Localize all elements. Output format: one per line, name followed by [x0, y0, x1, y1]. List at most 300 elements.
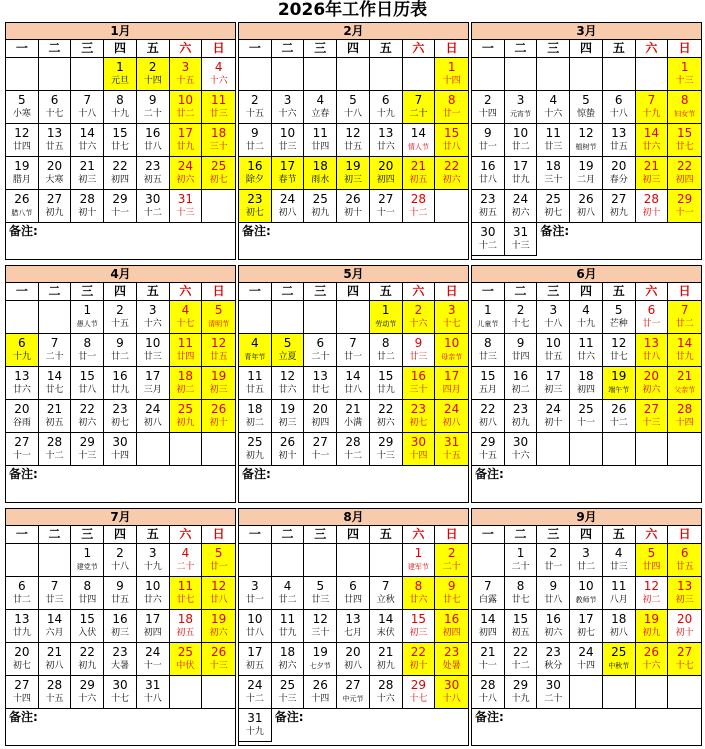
day-cell[interactable] — [505, 610, 538, 643]
day-cell[interactable] — [39, 124, 72, 157]
day-cell[interactable] — [435, 400, 468, 433]
day-cell[interactable] — [505, 676, 538, 709]
lunar-label: 初五 — [143, 175, 162, 185]
day-cell[interactable] — [202, 334, 235, 367]
day-cell[interactable] — [239, 91, 272, 124]
day-cell[interactable] — [272, 367, 305, 400]
day-cell[interactable] — [668, 367, 701, 400]
day-cell[interactable] — [6, 157, 39, 190]
day-cell[interactable] — [403, 676, 436, 709]
day-cell[interactable] — [435, 367, 468, 400]
day-cell[interactable] — [337, 190, 370, 223]
day-cell[interactable] — [472, 190, 505, 223]
day-cell[interactable] — [435, 544, 468, 577]
day-cell[interactable] — [337, 433, 370, 466]
day-cell[interactable] — [71, 544, 104, 577]
day-cell[interactable] — [104, 58, 137, 91]
day-cell[interactable] — [603, 643, 636, 676]
day-cell[interactable] — [137, 676, 170, 709]
day-cell[interactable] — [505, 223, 538, 256]
day-cell[interactable] — [505, 643, 538, 676]
day-cell[interactable] — [668, 643, 701, 676]
day-cell[interactable] — [239, 367, 272, 400]
day-cell[interactable] — [71, 91, 104, 124]
day-cell[interactable] — [71, 400, 104, 433]
day-cell[interactable] — [6, 433, 39, 466]
day-cell[interactable] — [472, 433, 505, 466]
day-cell[interactable] — [472, 400, 505, 433]
day-cell[interactable] — [170, 190, 203, 223]
day-cell[interactable] — [71, 367, 104, 400]
day-cell[interactable] — [636, 367, 669, 400]
day-cell[interactable] — [472, 334, 505, 367]
day-cell[interactable] — [435, 301, 468, 334]
day-cell[interactable] — [337, 124, 370, 157]
day-cell[interactable] — [6, 610, 39, 643]
day-cell[interactable] — [239, 577, 272, 610]
day-cell[interactable] — [537, 676, 570, 709]
day-cell[interactable] — [337, 610, 370, 643]
day-cell[interactable] — [137, 301, 170, 334]
day-cell[interactable] — [603, 367, 636, 400]
day-cell[interactable] — [668, 124, 701, 157]
lunar-label: 初九 — [245, 451, 264, 461]
day-cell[interactable] — [435, 610, 468, 643]
day-cell[interactable] — [435, 577, 468, 610]
day-cell[interactable] — [6, 91, 39, 124]
day-cell[interactable] — [239, 400, 272, 433]
day-cell[interactable] — [6, 334, 39, 367]
day-cell[interactable] — [304, 676, 337, 709]
day-cell[interactable] — [272, 676, 305, 709]
day-cell[interactable] — [570, 91, 603, 124]
day-cell[interactable] — [435, 91, 468, 124]
day-cell[interactable] — [636, 124, 669, 157]
day-cell[interactable] — [137, 577, 170, 610]
day-cell[interactable] — [603, 577, 636, 610]
day-cell[interactable] — [403, 91, 436, 124]
day-cell[interactable] — [239, 709, 272, 742]
day-cell[interactable] — [537, 544, 570, 577]
day-number: 1 — [83, 546, 92, 560]
weekday-label: 日 — [445, 41, 458, 55]
day-cell[interactable] — [370, 124, 403, 157]
day-cell[interactable] — [6, 190, 39, 223]
day-cell[interactable] — [636, 577, 669, 610]
day-cell[interactable] — [170, 643, 203, 676]
day-cell[interactable] — [403, 334, 436, 367]
day-cell[interactable] — [337, 367, 370, 400]
day-cell[interactable] — [537, 301, 570, 334]
day-cell[interactable] — [636, 544, 669, 577]
day-cell[interactable] — [570, 124, 603, 157]
day-cell[interactable] — [603, 301, 636, 334]
day-cell[interactable] — [370, 643, 403, 676]
day-cell[interactable] — [603, 610, 636, 643]
day-cell[interactable] — [71, 124, 104, 157]
day-cell[interactable] — [202, 367, 235, 400]
day-cell[interactable] — [304, 334, 337, 367]
day-cell[interactable] — [337, 676, 370, 709]
day-cell[interactable] — [104, 400, 137, 433]
day-cell[interactable] — [370, 190, 403, 223]
day-cell[interactable] — [202, 577, 235, 610]
day-cell[interactable] — [39, 577, 72, 610]
day-cell[interactable] — [337, 577, 370, 610]
day-cell[interactable] — [403, 157, 436, 190]
day-cell[interactable] — [104, 367, 137, 400]
day-cell[interactable] — [337, 334, 370, 367]
day-cell[interactable] — [505, 124, 538, 157]
day-cell[interactable] — [304, 433, 337, 466]
day-cell[interactable] — [170, 577, 203, 610]
day-cell[interactable] — [472, 577, 505, 610]
day-cell[interactable] — [202, 157, 235, 190]
day-cell[interactable] — [6, 676, 39, 709]
day-cell[interactable] — [6, 643, 39, 676]
day-cell[interactable] — [435, 58, 468, 91]
day-cell[interactable] — [239, 643, 272, 676]
day-cell[interactable] — [570, 400, 603, 433]
day-cell[interactable] — [137, 610, 170, 643]
day-cell[interactable] — [104, 610, 137, 643]
day-cell[interactable] — [170, 610, 203, 643]
day-cell[interactable] — [505, 433, 538, 466]
day-cell[interactable] — [137, 400, 170, 433]
day-cell[interactable] — [71, 433, 104, 466]
day-cell[interactable] — [137, 190, 170, 223]
day-cell[interactable] — [370, 610, 403, 643]
day-cell[interactable] — [304, 577, 337, 610]
day-cell[interactable] — [505, 301, 538, 334]
day-cell[interactable] — [39, 91, 72, 124]
day-cell[interactable] — [39, 334, 72, 367]
day-cell[interactable] — [603, 124, 636, 157]
day-cell[interactable] — [71, 334, 104, 367]
lunar-label: 十九 — [511, 694, 530, 704]
day-cell[interactable] — [505, 334, 538, 367]
day-cell[interactable] — [272, 400, 305, 433]
day-cell[interactable] — [636, 301, 669, 334]
day-number: 10 — [578, 579, 594, 593]
day-cell[interactable] — [668, 544, 701, 577]
day-cell[interactable] — [137, 124, 170, 157]
day-cell[interactable] — [403, 544, 436, 577]
day-number: 3 — [148, 303, 157, 317]
day-cell[interactable] — [239, 190, 272, 223]
day-cell[interactable] — [137, 91, 170, 124]
day-cell[interactable] — [505, 157, 538, 190]
day-cell[interactable] — [71, 301, 104, 334]
day-cell[interactable] — [537, 367, 570, 400]
day-cell[interactable] — [537, 400, 570, 433]
day-cell[interactable] — [104, 433, 137, 466]
day-cell[interactable] — [570, 544, 603, 577]
day-cell[interactable] — [202, 301, 235, 334]
day-cell[interactable] — [272, 157, 305, 190]
day-cell[interactable] — [71, 157, 104, 190]
day-cell[interactable] — [239, 676, 272, 709]
day-cell[interactable] — [202, 91, 235, 124]
day-number: 18 — [247, 402, 263, 416]
day-cell[interactable] — [537, 91, 570, 124]
lunar-label: 二十 — [45, 352, 64, 362]
day-cell[interactable] — [304, 400, 337, 433]
day-cell[interactable] — [104, 91, 137, 124]
day-number: 10 — [512, 126, 529, 140]
day-cell[interactable] — [636, 334, 669, 367]
day-cell[interactable] — [137, 157, 170, 190]
day-cell[interactable] — [570, 190, 603, 223]
day-cell[interactable] — [636, 157, 669, 190]
day-cell[interactable] — [370, 400, 403, 433]
day-cell[interactable] — [636, 400, 669, 433]
day-cell[interactable] — [435, 124, 468, 157]
day-cell[interactable] — [202, 544, 235, 577]
lunar-label: 廿七 — [176, 595, 195, 605]
day-cell[interactable] — [137, 334, 170, 367]
day-cell[interactable] — [668, 301, 701, 334]
day-number: 4 — [181, 303, 190, 317]
day-cell[interactable] — [472, 301, 505, 334]
day-cell[interactable] — [370, 334, 403, 367]
day-cell[interactable] — [337, 91, 370, 124]
day-cell[interactable] — [403, 433, 436, 466]
day-cell[interactable] — [304, 157, 337, 190]
day-cell[interactable] — [202, 643, 235, 676]
day-cell[interactable] — [636, 91, 669, 124]
day-cell[interactable] — [202, 124, 235, 157]
day-cell[interactable] — [71, 577, 104, 610]
lunar-label: 初三 — [409, 628, 428, 638]
empty-cell — [472, 544, 505, 577]
day-cell[interactable] — [636, 643, 669, 676]
day-cell[interactable] — [304, 91, 337, 124]
lunar-label: 三月 — [143, 385, 162, 395]
day-cell[interactable] — [403, 367, 436, 400]
day-cell[interactable] — [435, 643, 468, 676]
lunar-label: 初九 — [376, 661, 395, 671]
day-cell[interactable] — [272, 334, 305, 367]
day-cell[interactable] — [570, 334, 603, 367]
day-cell[interactable] — [472, 676, 505, 709]
day-cell[interactable] — [403, 190, 436, 223]
day-cell[interactable] — [403, 124, 436, 157]
day-cell[interactable] — [403, 400, 436, 433]
day-cell[interactable] — [537, 643, 570, 676]
day-cell[interactable] — [472, 124, 505, 157]
day-number: 3 — [582, 546, 590, 560]
day-cell[interactable] — [39, 433, 72, 466]
day-cell[interactable] — [570, 301, 603, 334]
day-cell[interactable] — [39, 157, 72, 190]
day-cell[interactable] — [603, 190, 636, 223]
day-cell[interactable] — [304, 610, 337, 643]
day-cell[interactable] — [370, 157, 403, 190]
day-cell[interactable] — [668, 577, 701, 610]
day-cell[interactable] — [570, 577, 603, 610]
day-cell[interactable] — [603, 334, 636, 367]
day-cell[interactable] — [505, 91, 538, 124]
day-cell[interactable] — [239, 610, 272, 643]
day-cell[interactable] — [170, 400, 203, 433]
day-cell[interactable] — [370, 91, 403, 124]
day-number: 31 — [247, 711, 263, 725]
day-cell[interactable] — [435, 676, 468, 709]
day-cell[interactable] — [272, 91, 305, 124]
day-cell[interactable] — [603, 91, 636, 124]
day-cell[interactable] — [668, 334, 701, 367]
day-cell[interactable] — [505, 400, 538, 433]
day-cell[interactable] — [137, 58, 170, 91]
day-cell[interactable] — [337, 400, 370, 433]
day-cell[interactable] — [304, 643, 337, 676]
day-cell[interactable] — [636, 190, 669, 223]
day-cell[interactable] — [170, 157, 203, 190]
day-cell[interactable] — [435, 433, 468, 466]
day-cell[interactable] — [71, 676, 104, 709]
day-cell[interactable] — [537, 190, 570, 223]
day-cell[interactable] — [104, 643, 137, 676]
day-cell[interactable] — [472, 223, 505, 256]
day-cell[interactable] — [239, 334, 272, 367]
day-cell[interactable] — [668, 157, 701, 190]
day-cell[interactable] — [570, 643, 603, 676]
day-cell[interactable] — [104, 190, 137, 223]
day-cell[interactable] — [137, 367, 170, 400]
day-cell[interactable] — [170, 124, 203, 157]
day-cell[interactable] — [272, 610, 305, 643]
day-cell[interactable] — [170, 301, 203, 334]
day-cell[interactable] — [6, 400, 39, 433]
day-cell[interactable] — [370, 301, 403, 334]
day-cell[interactable] — [668, 400, 701, 433]
day-cell[interactable] — [570, 367, 603, 400]
day-cell[interactable] — [170, 367, 203, 400]
day-cell[interactable] — [505, 190, 538, 223]
day-cell[interactable] — [636, 610, 669, 643]
day-cell[interactable] — [668, 190, 701, 223]
day-cell[interactable] — [505, 544, 538, 577]
day-cell[interactable] — [505, 367, 538, 400]
day-cell[interactable] — [39, 643, 72, 676]
day-cell[interactable] — [370, 676, 403, 709]
day-cell[interactable] — [403, 643, 436, 676]
day-cell[interactable] — [472, 91, 505, 124]
day-cell[interactable] — [104, 676, 137, 709]
day-cell[interactable] — [370, 577, 403, 610]
day-cell[interactable] — [39, 400, 72, 433]
lunar-label: 廿八 — [642, 352, 661, 362]
day-cell[interactable] — [202, 610, 235, 643]
day-cell[interactable] — [104, 544, 137, 577]
lunar-label: 十三 — [278, 694, 297, 704]
day-cell[interactable] — [603, 157, 636, 190]
day-cell[interactable] — [537, 577, 570, 610]
day-cell[interactable] — [472, 643, 505, 676]
day-cell[interactable] — [39, 610, 72, 643]
day-cell[interactable] — [272, 190, 305, 223]
day-cell[interactable] — [505, 577, 538, 610]
day-number: 31 — [444, 435, 460, 449]
day-cell[interactable] — [304, 124, 337, 157]
day-number: 4 — [283, 579, 292, 593]
day-cell[interactable] — [39, 190, 72, 223]
day-cell[interactable] — [435, 157, 468, 190]
day-cell[interactable] — [304, 190, 337, 223]
day-cell[interactable] — [403, 577, 436, 610]
day-cell[interactable] — [239, 433, 272, 466]
day-cell[interactable] — [570, 610, 603, 643]
day-number: 15 — [444, 126, 460, 140]
day-cell[interactable] — [272, 577, 305, 610]
day-cell[interactable] — [668, 91, 701, 124]
day-cell[interactable] — [239, 157, 272, 190]
day-cell[interactable] — [570, 157, 603, 190]
day-cell[interactable] — [71, 643, 104, 676]
day-cell[interactable] — [537, 334, 570, 367]
day-cell[interactable] — [71, 190, 104, 223]
day-cell[interactable] — [472, 157, 505, 190]
lunar-label: 白露 — [478, 595, 497, 605]
day-cell[interactable] — [337, 157, 370, 190]
day-cell[interactable] — [104, 301, 137, 334]
day-cell[interactable] — [403, 301, 436, 334]
day-cell[interactable] — [104, 124, 137, 157]
lunar-label: 初四 — [376, 175, 395, 185]
lunar-label: 初六 — [642, 385, 661, 395]
day-cell[interactable] — [202, 58, 235, 91]
day-cell[interactable] — [435, 334, 468, 367]
day-cell[interactable] — [104, 334, 137, 367]
day-cell[interactable] — [170, 58, 203, 91]
day-cell[interactable] — [104, 577, 137, 610]
day-cell[interactable] — [6, 124, 39, 157]
day-cell[interactable] — [39, 367, 72, 400]
day-cell[interactable] — [6, 577, 39, 610]
day-cell[interactable] — [39, 676, 72, 709]
day-cell[interactable] — [202, 400, 235, 433]
day-cell[interactable] — [472, 367, 505, 400]
day-cell[interactable] — [668, 58, 701, 91]
day-cell[interactable] — [537, 124, 570, 157]
day-cell[interactable] — [537, 610, 570, 643]
day-cell[interactable] — [272, 433, 305, 466]
day-cell[interactable] — [403, 610, 436, 643]
day-cell[interactable] — [537, 157, 570, 190]
day-cell[interactable] — [304, 367, 337, 400]
day-cell[interactable] — [370, 433, 403, 466]
day-cell[interactable] — [272, 643, 305, 676]
day-cell[interactable] — [137, 643, 170, 676]
day-cell[interactable] — [239, 124, 272, 157]
day-cell[interactable] — [603, 400, 636, 433]
day-cell[interactable] — [170, 334, 203, 367]
day-cell[interactable] — [668, 610, 701, 643]
day-cell[interactable] — [6, 367, 39, 400]
day-cell[interactable] — [603, 544, 636, 577]
day-cell[interactable] — [370, 367, 403, 400]
day-cell[interactable] — [272, 124, 305, 157]
day-cell[interactable] — [170, 544, 203, 577]
day-cell[interactable] — [170, 91, 203, 124]
day-cell[interactable] — [104, 157, 137, 190]
day-cell[interactable] — [71, 610, 104, 643]
day-cell[interactable] — [337, 643, 370, 676]
lunar-label: 廿六 — [278, 385, 297, 395]
day-cell[interactable] — [137, 544, 170, 577]
day-cell[interactable] — [472, 610, 505, 643]
